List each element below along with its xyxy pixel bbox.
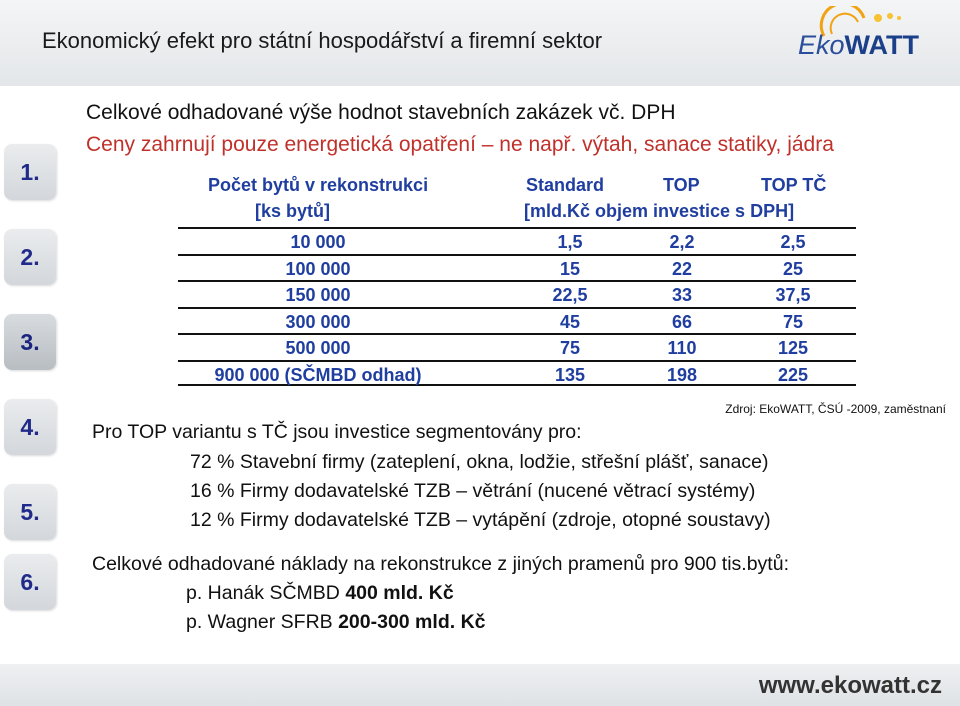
cell-top: 66 <box>671 311 693 332</box>
costs-intro: Celkové odhadované náklady na rekonstrukce z jiných pramenů pro 900 tis.bytů: <box>92 553 789 575</box>
cell-count: 300 000 <box>285 311 351 332</box>
cell-count: 100 000 <box>285 258 351 279</box>
source-note: Zdroj: EkoWATT, ČSÚ -2009, zaměstnaní <box>725 402 946 416</box>
intro-line: Celkové odhadované výše hodnot stavebních zakázek vč. DPH <box>86 101 676 124</box>
table-header <box>178 175 856 227</box>
nav-item-6[interactable]: 6. <box>4 554 56 610</box>
cell-top-tc: 225 <box>777 364 809 385</box>
table-row <box>178 333 856 360</box>
cell-count: 150 000 <box>285 285 351 305</box>
cell-standard: 15 <box>559 258 581 279</box>
cost-hanak-value: 400 mld. Kč <box>345 582 454 604</box>
cell-top-tc: 25 <box>782 258 804 279</box>
cost-wagner-source: p. Wagner SFRB <box>186 611 339 633</box>
segment-line: 72 % Stavební firmy (zateplení, okna, lodžie, střešní plášť, sanace) <box>190 451 769 473</box>
cell-top: 110 <box>667 338 697 358</box>
cost-wagner-value: 200-300 mld. Kč <box>338 611 486 633</box>
intro-note: Ceny zahrnují pouze energetická opatření – ne např. výtah, sanace statiky, jádra <box>86 133 834 156</box>
table-row <box>178 360 856 387</box>
segment-line: 12 % Firmy dodavatelské TZB – vytápění (zdroje, otopné soustavy) <box>190 509 771 531</box>
table-row <box>178 254 856 281</box>
header-count-unit: [ks bytů] <box>255 201 331 221</box>
cell-top-tc: 2,5 <box>780 232 806 252</box>
cell-top: 33 <box>671 285 693 305</box>
header-unit: [mld.Kč objem investice s DPH] <box>524 201 795 221</box>
cost-wagner <box>186 611 486 634</box>
table-row <box>178 227 856 254</box>
cell-top-tc: 37,5 <box>775 285 811 305</box>
table-row <box>178 307 856 334</box>
cost-hanak <box>186 582 454 605</box>
cell-top: 198 <box>666 364 698 385</box>
header-bar <box>0 0 960 86</box>
table-row <box>178 280 856 307</box>
nav-item-3[interactable]: 3. <box>4 314 56 370</box>
cost-hanak-source: p. Hanák SČMBD <box>186 582 346 604</box>
cell-count: 900 000 (SČMBD odhad) <box>214 364 422 385</box>
segments-intro: Pro TOP variantu s TČ jsou investice segmentovány pro: <box>92 421 582 443</box>
cell-count: 10 000 <box>290 232 346 252</box>
segment-line: 16 % Firmy dodavatelské TZB – větrání (nucené větrací systémy) <box>190 480 756 502</box>
footer-url[interactable]: www.ekowatt.cz <box>758 672 942 699</box>
cell-top: 22 <box>671 258 693 279</box>
header-top-tc: TOP TČ <box>761 175 827 195</box>
cell-standard: 1,5 <box>557 232 583 252</box>
cell-standard: 45 <box>559 311 581 332</box>
nav-item-2[interactable]: 2. <box>4 229 56 285</box>
cell-top-tc: 125 <box>777 338 809 358</box>
footer-bar <box>0 664 960 706</box>
page-title: Ekonomický efekt pro státní hospodářství a firemní sektor <box>42 28 603 53</box>
cell-top-tc: 75 <box>782 311 804 332</box>
header-standard: Standard <box>526 175 605 195</box>
logo-text: EkoWATT <box>798 30 920 60</box>
investment-table <box>178 175 856 386</box>
nav-item-4[interactable]: 4. <box>4 399 56 455</box>
cell-standard: 22,5 <box>552 285 588 305</box>
cell-count: 500 000 <box>285 338 351 358</box>
header-top: TOP <box>663 175 700 195</box>
ekowatt-logo <box>780 6 950 72</box>
header-count-label: Počet bytů v rekonstrukci <box>208 175 429 195</box>
cell-top: 2,2 <box>669 232 695 252</box>
table-body <box>178 227 856 386</box>
nav-item-1[interactable]: 1. <box>4 144 56 200</box>
cell-standard: 135 <box>554 364 586 385</box>
nav-item-5[interactable]: 5. <box>4 484 56 540</box>
cell-standard: 75 <box>559 338 581 358</box>
